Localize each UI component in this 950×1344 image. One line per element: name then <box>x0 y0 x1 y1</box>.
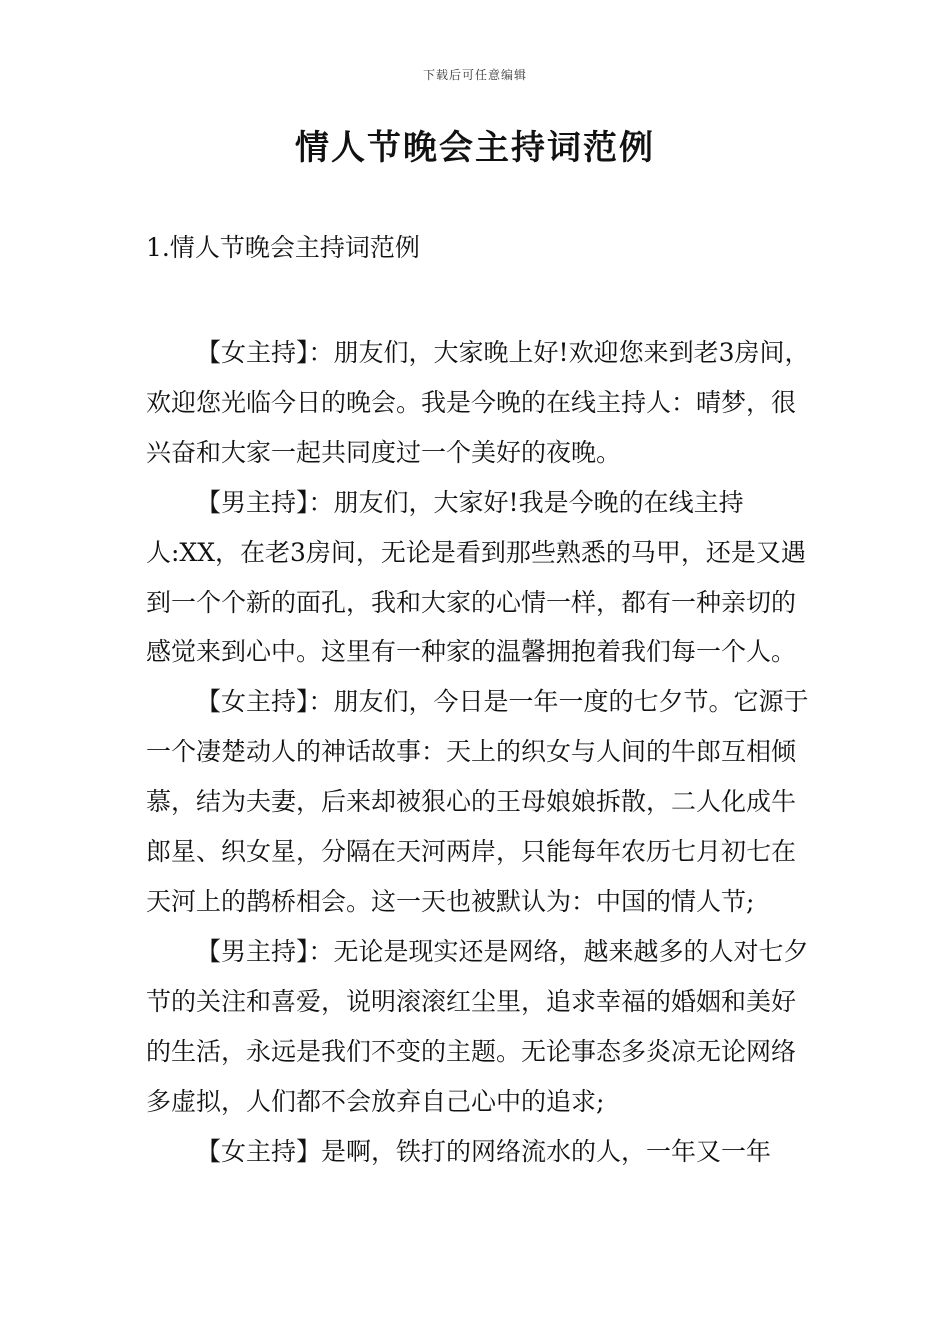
paragraph-text: 是啊，铁打的网络流水的人，一年又一年 <box>321 1136 772 1166</box>
speaker-label: 【男主持】 <box>196 487 309 517</box>
section-heading: 1.情人节晚会主持词范例 <box>146 233 420 262</box>
paragraph-text: ：无论是现实还是网络，越来越多的人对七夕节的关注和喜爱，说明滚滚红尘里，追求幸福的婚姻和美好的生活，永远是我们不变的主题。无论事态多炎凉无论网络多虚拟，人们都不会放弃自己心中的追求; <box>146 936 809 1116</box>
paragraph <box>146 478 818 678</box>
document-title: 情人节晚会主持词范例 <box>295 128 655 168</box>
paragraph <box>146 927 818 1127</box>
document-body <box>146 328 818 1176</box>
paragraph <box>146 328 818 478</box>
speaker-label: 【女主持】 <box>196 687 309 717</box>
paragraph <box>146 1127 818 1177</box>
speaker-label: 【女主持】 <box>196 1136 322 1166</box>
speaker-label: 【女主持】 <box>196 338 309 367</box>
paragraph <box>146 677 818 927</box>
paragraph-text: ：朋友们，今日是一年一度的七夕节。它源于一个凄楚动人的神话故事：天上的织女与人间的牛郎互相倾慕，结为夫妻，后来却被狠心的王母娘娘拆散，二人化成牛郎星、织女星，分隔在天河两岸，只能每年农历七月初七在天河上的鹊桥相会。这一天也被默认为：中国的情人节; <box>146 687 809 916</box>
paragraph-text: ：朋友们，大家晚上好!欢迎您来到老3房间，欢迎您光临今日的晚会。我是今晚的在线主持人：晴梦，很兴奋和大家一起共同度过一个美好的夜晚。 <box>146 338 810 467</box>
header-note: 下载后可任意编辑 <box>422 68 527 82</box>
speaker-label: 【男主持】 <box>196 936 309 966</box>
paragraph-text: ：朋友们，大家好!我是今晚的在线主持人:XX，在老3房间，无论是看到那些熟悉的马甲，还是又遇到一个个新的面孔，我和大家的心情一样，都有一种亲切的感觉来到心中。这里有一种家的温馨拥抱着我们每一个人。 <box>146 487 806 667</box>
